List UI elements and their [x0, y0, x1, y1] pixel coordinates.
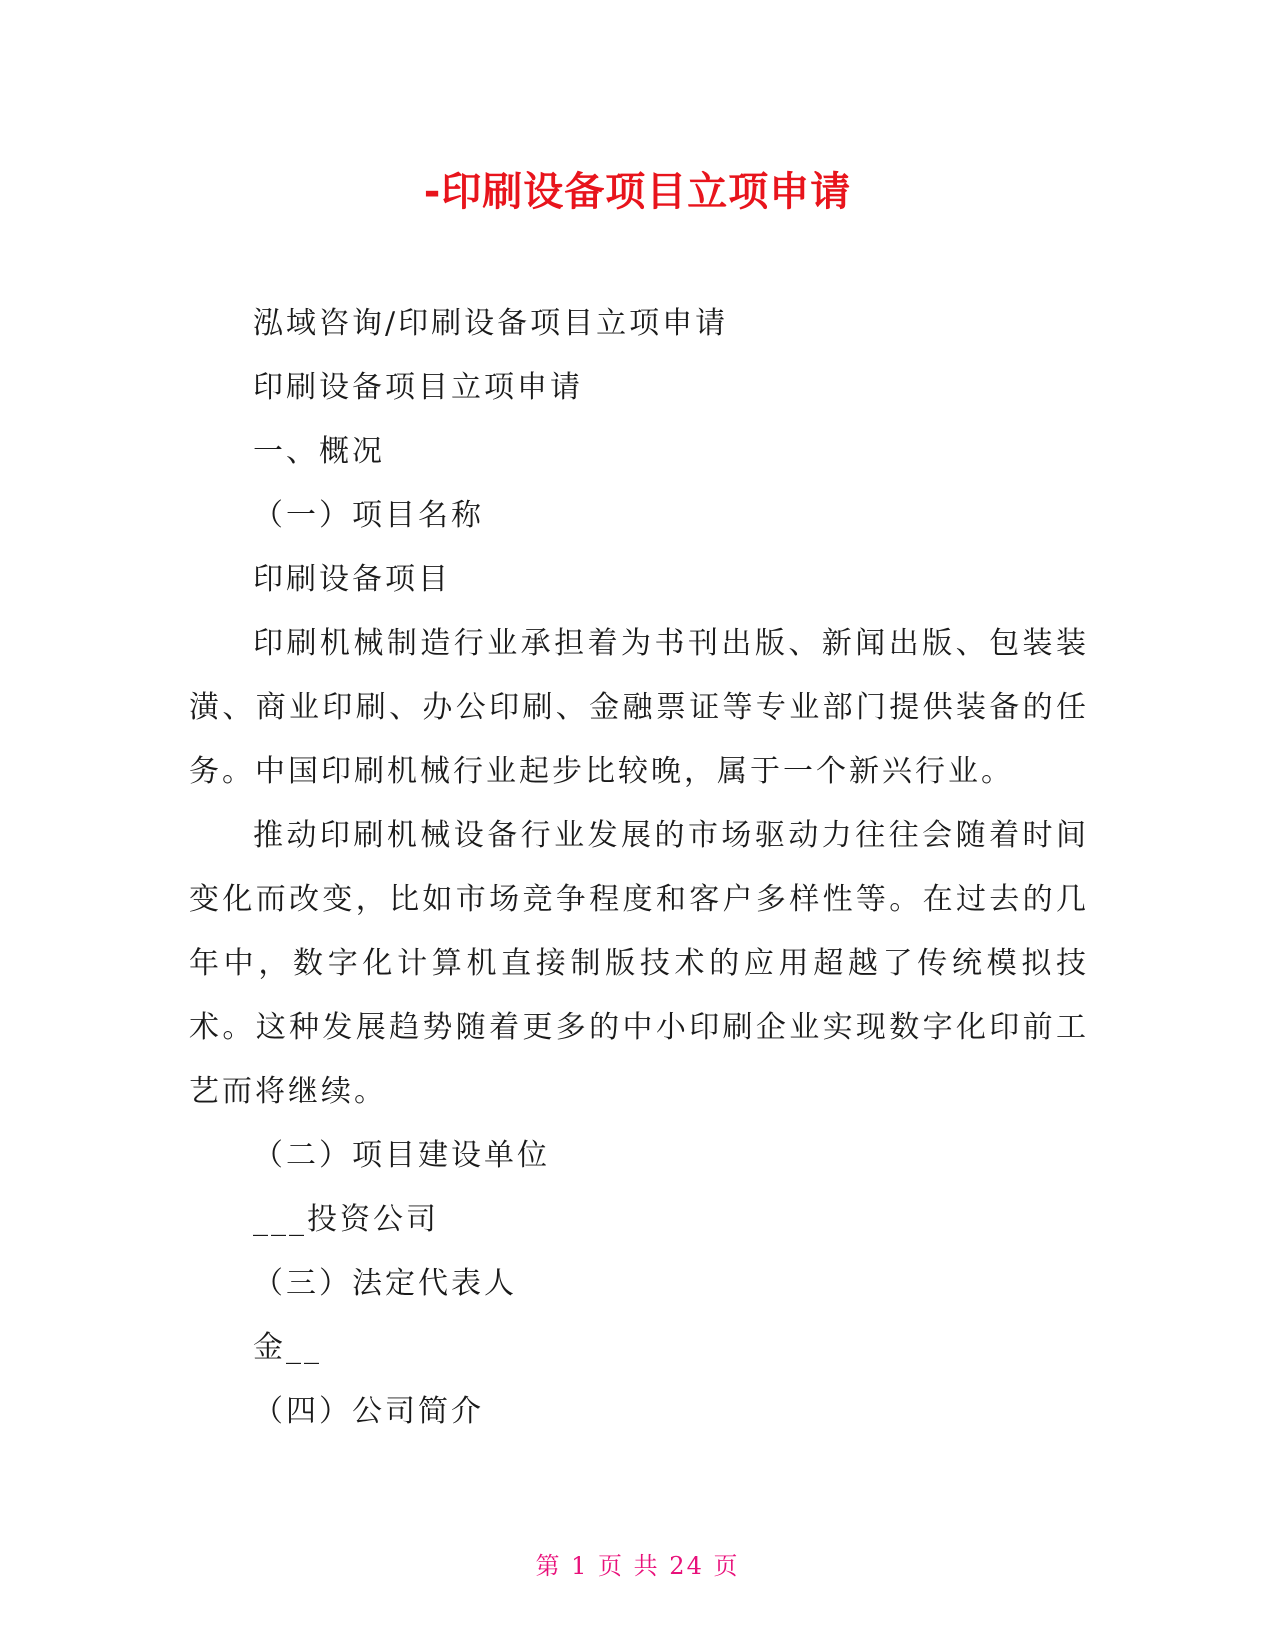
document-title: -印刷设备项目立项申请: [423, 169, 852, 215]
document-body: [189, 292, 1089, 1444]
paragraph-project-name: 印刷设备项目: [253, 562, 451, 597]
paragraph-source: 泓域咨询/印刷设备项目立项申请: [253, 306, 729, 341]
page-footer: 第 1 页 共 24 页: [535, 1552, 740, 1580]
paragraph-construction-unit: ___投资公司: [253, 1202, 439, 1237]
paragraph-industry-intro: 印刷机械制造行业承担着为书刊出版、新闻出版、包装装潢、商业印刷、办公印刷、金融票证等专业部门提供装备的任务。中国印刷机械行业起步比较晚，属于一个新兴行业。: [189, 626, 1089, 789]
subsection-heading-construction-unit: （二）项目建设单位: [253, 1138, 550, 1173]
paragraph-market-drivers: 推动印刷机械设备行业发展的市场驱动力往往会随着时间变化而改变，比如市场竞争程度和客户多样性等。在过去的几年中，数字化计算机直接制版技术的应用超越了传统模拟技术。这种发展趋势随着更多的中小印刷企业实现数字化印前工艺而将继续。: [189, 818, 1089, 1109]
subsection-heading-project-name: （一）项目名称: [253, 498, 484, 533]
section-heading-overview: 一、概况: [253, 434, 385, 469]
subsection-heading-company-profile: （四）公司简介: [253, 1394, 484, 1429]
subsection-heading-legal-representative: （三）法定代表人: [253, 1266, 517, 1301]
paragraph-legal-representative: 金__: [253, 1330, 322, 1365]
paragraph-subtitle: 印刷设备项目立项申请: [253, 370, 583, 405]
